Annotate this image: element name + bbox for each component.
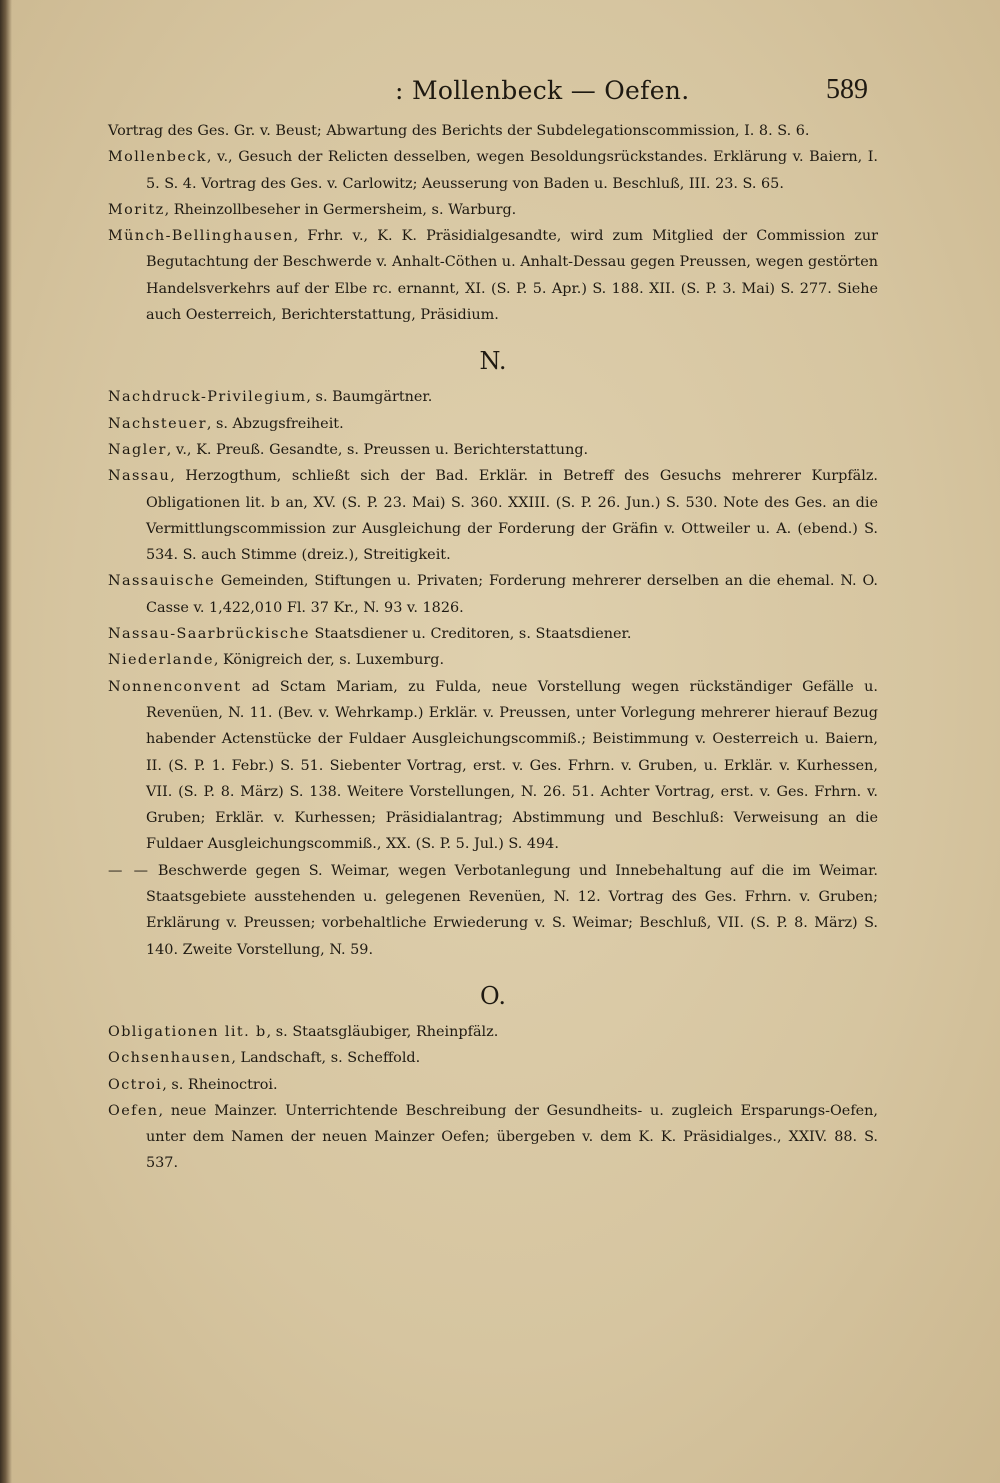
index-entry <box>108 1045 878 1071</box>
entry-text: Vortrag des Ges. Gr. v. Beust; Abwartung des Berichts der Subdelegationscommission, I. 8. S. 6. <box>108 123 810 139</box>
index-content <box>108 118 878 1177</box>
entry-text: Gemeinden, Stiftungen u. Privaten; Forderung mehrerer derselben an die ehemal. N. O. Casse v. 1,422,010 Fl. 37 Kr., N. 93 v. 1826. <box>146 573 878 616</box>
index-entry <box>108 118 878 144</box>
entry-head: Nassau-Saarbrückische <box>108 626 310 643</box>
index-entry <box>108 463 878 568</box>
index-entry <box>108 1098 878 1177</box>
entry-head: Obligationen lit. b <box>108 1023 267 1040</box>
index-entry <box>108 568 878 621</box>
entry-text: , neue Mainzer. Unterrichtende Beschreibung der Gesundheits- u. zugleich Ersparungs-Oefen, unter dem Namen der neuen Mainzer Oefen; übergeben v. dem K. K. Präsidialges., XXIV. 88. S. 537. <box>146 1102 878 1172</box>
index-entry <box>108 1072 878 1098</box>
index-entry <box>108 674 878 858</box>
entry-head: Nassauische <box>108 573 216 590</box>
index-entry <box>108 411 878 437</box>
entry-text: , s. Rheinoctroi. <box>162 1076 278 1093</box>
entry-head: Niederlande <box>108 652 214 669</box>
entry-text: , Herzogthum, schließt sich der Bad. Erklär. in Betreff des Gesuchs mehrerer Kurpfälz. Obligationen lit. b an, XV. (S. P. 23. Mai) S. 360. XXIII. (S. P. 26. Jun.) S. 530. Note des Ges. an die Vermittlungscommission zur Ausgleichung der Forderung der Gräfin v. Ottweiler u. A. (ebend.) S. 534. S. auch Stimme (dreiz.), Streitigkeit. <box>146 468 878 564</box>
entry-head: Nonnenconvent <box>108 678 242 695</box>
index-entry <box>108 223 878 328</box>
entry-head: Oefen <box>108 1102 159 1119</box>
running-title: : Mollenbeck — Oefen. <box>395 76 690 105</box>
index-entry <box>108 384 878 410</box>
entry-text: , v., Gesuch der Relicten desselben, wegen Besoldungsrückstandes. Erklärung v. Baiern, I. 5. S. 4. Vortrag des Ges. v. Carlowitz; Aeusserung von Baden u. Beschluß, III. 23. S. 65. <box>146 149 878 192</box>
index-entry <box>108 197 878 223</box>
section-letter-o: O. <box>480 981 506 1010</box>
entry-head: Nassau <box>108 468 171 485</box>
section-letter-n: N. <box>479 347 507 376</box>
entry-head: Octroi <box>108 1076 163 1093</box>
index-entry <box>108 144 878 197</box>
entry-head: Ochsenhausen <box>108 1050 232 1067</box>
index-entry <box>108 858 878 963</box>
entry-head: Nachsteuer <box>108 415 207 432</box>
entry-head: Nachdruck-Privilegium <box>108 389 307 406</box>
entry-text: , s. Abzugsfreiheit. <box>206 415 344 432</box>
entry-head: — — <box>108 862 150 879</box>
entry-head: Mollenbeck <box>108 149 207 166</box>
entry-text: , Landschaft, s. Scheffold. <box>231 1050 421 1067</box>
running-head <box>0 74 1000 114</box>
entry-text: , Königreich der, s. Luxemburg. <box>213 652 445 669</box>
entry-head: Nagler <box>108 441 167 458</box>
entry-text: , Frhr. v., K. K. Präsidialgesandte, wird zum Mitglied der Commission zur Begutachtung der Beschwerde v. Anhalt-Cöthen u. Anhalt-Dessau gegen Preussen, wegen gestörten Handelsverkehrs auf der Elbe rc. ernannt, XI. (S. P. 5. Apr.) S. 188. XII. (S. P. 3. Mai) S. 277. Siehe auch Oesterreich, Berichterstattung, Präsidium. <box>146 228 878 324</box>
entry-head: Münch-Bellinghausen <box>108 228 294 245</box>
index-entry <box>108 647 878 673</box>
index-entry <box>108 1019 878 1045</box>
entry-text: , v., K. Preuß. Gesandte, s. Preussen u. Berichterstattung. <box>166 441 589 458</box>
index-entry <box>108 621 878 647</box>
entry-text: ad Sctam Mariam, zu Fulda, neue Vorstellung wegen rückständiger Gefälle u. Revenüen, N. 11. (Bev. v. Wehrkamp.) Erklär. v. Preussen, unter Vorlegung mehrerer hierauf Bezug habender Actenstücke der Fuldaer Ausgleichungscommiß.; Beistimmung v. Oesterreich u. Baiern, II. (S. P. 1. Febr.) S. 51. Siebenter Vortrag, erst. v. Ges. Frhrn. v. Gruben, u. Erklär. v. Kurhessen, VII. (S. P. 8. März) S. 138. Weitere Vorstellungen, N. 26. 51. Achter Vortrag, erst. v. Ges. Frhrn. v. Gruben; Erklär. v. Kurhessen; Präsidialantrag; Abstimmung und Beschluß: Verweisung an die Fuldaer Ausgleichungscommiß., XX. (S. P. 5. Jul.) S. 494. <box>146 678 878 853</box>
entry-head: Moritz <box>108 201 165 218</box>
binding-edge <box>0 0 12 1483</box>
entry-text: Beschwerde gegen S. Weimar, wegen Verbotanlegung und Innebehaltung auf die im Weimar. Staatsgebiete ausstehenden u. gelegenen Revenüen, N. 12. Vortrag des Ges. Frhrn. v. Gruben; Erklärung v. Preussen; vorbehaltliche Erwiederung v. S. Weimar; Beschluß, VII. (S. P. 8. März) S. 140. Zweite Vorstellung, N. 59. <box>146 862 878 958</box>
index-entry <box>108 437 878 463</box>
entry-text: Staatsdiener u. Creditoren, s. Staatsdiener. <box>309 626 632 643</box>
entry-text: , s. Baumgärtner. <box>306 389 433 406</box>
page-number: 589 <box>826 74 868 105</box>
entry-text: , s. Staatsgläubiger, Rheinpfälz. <box>266 1023 499 1040</box>
entry-text: , Rheinzollbeseher in Germersheim, s. Warburg. <box>164 201 517 218</box>
